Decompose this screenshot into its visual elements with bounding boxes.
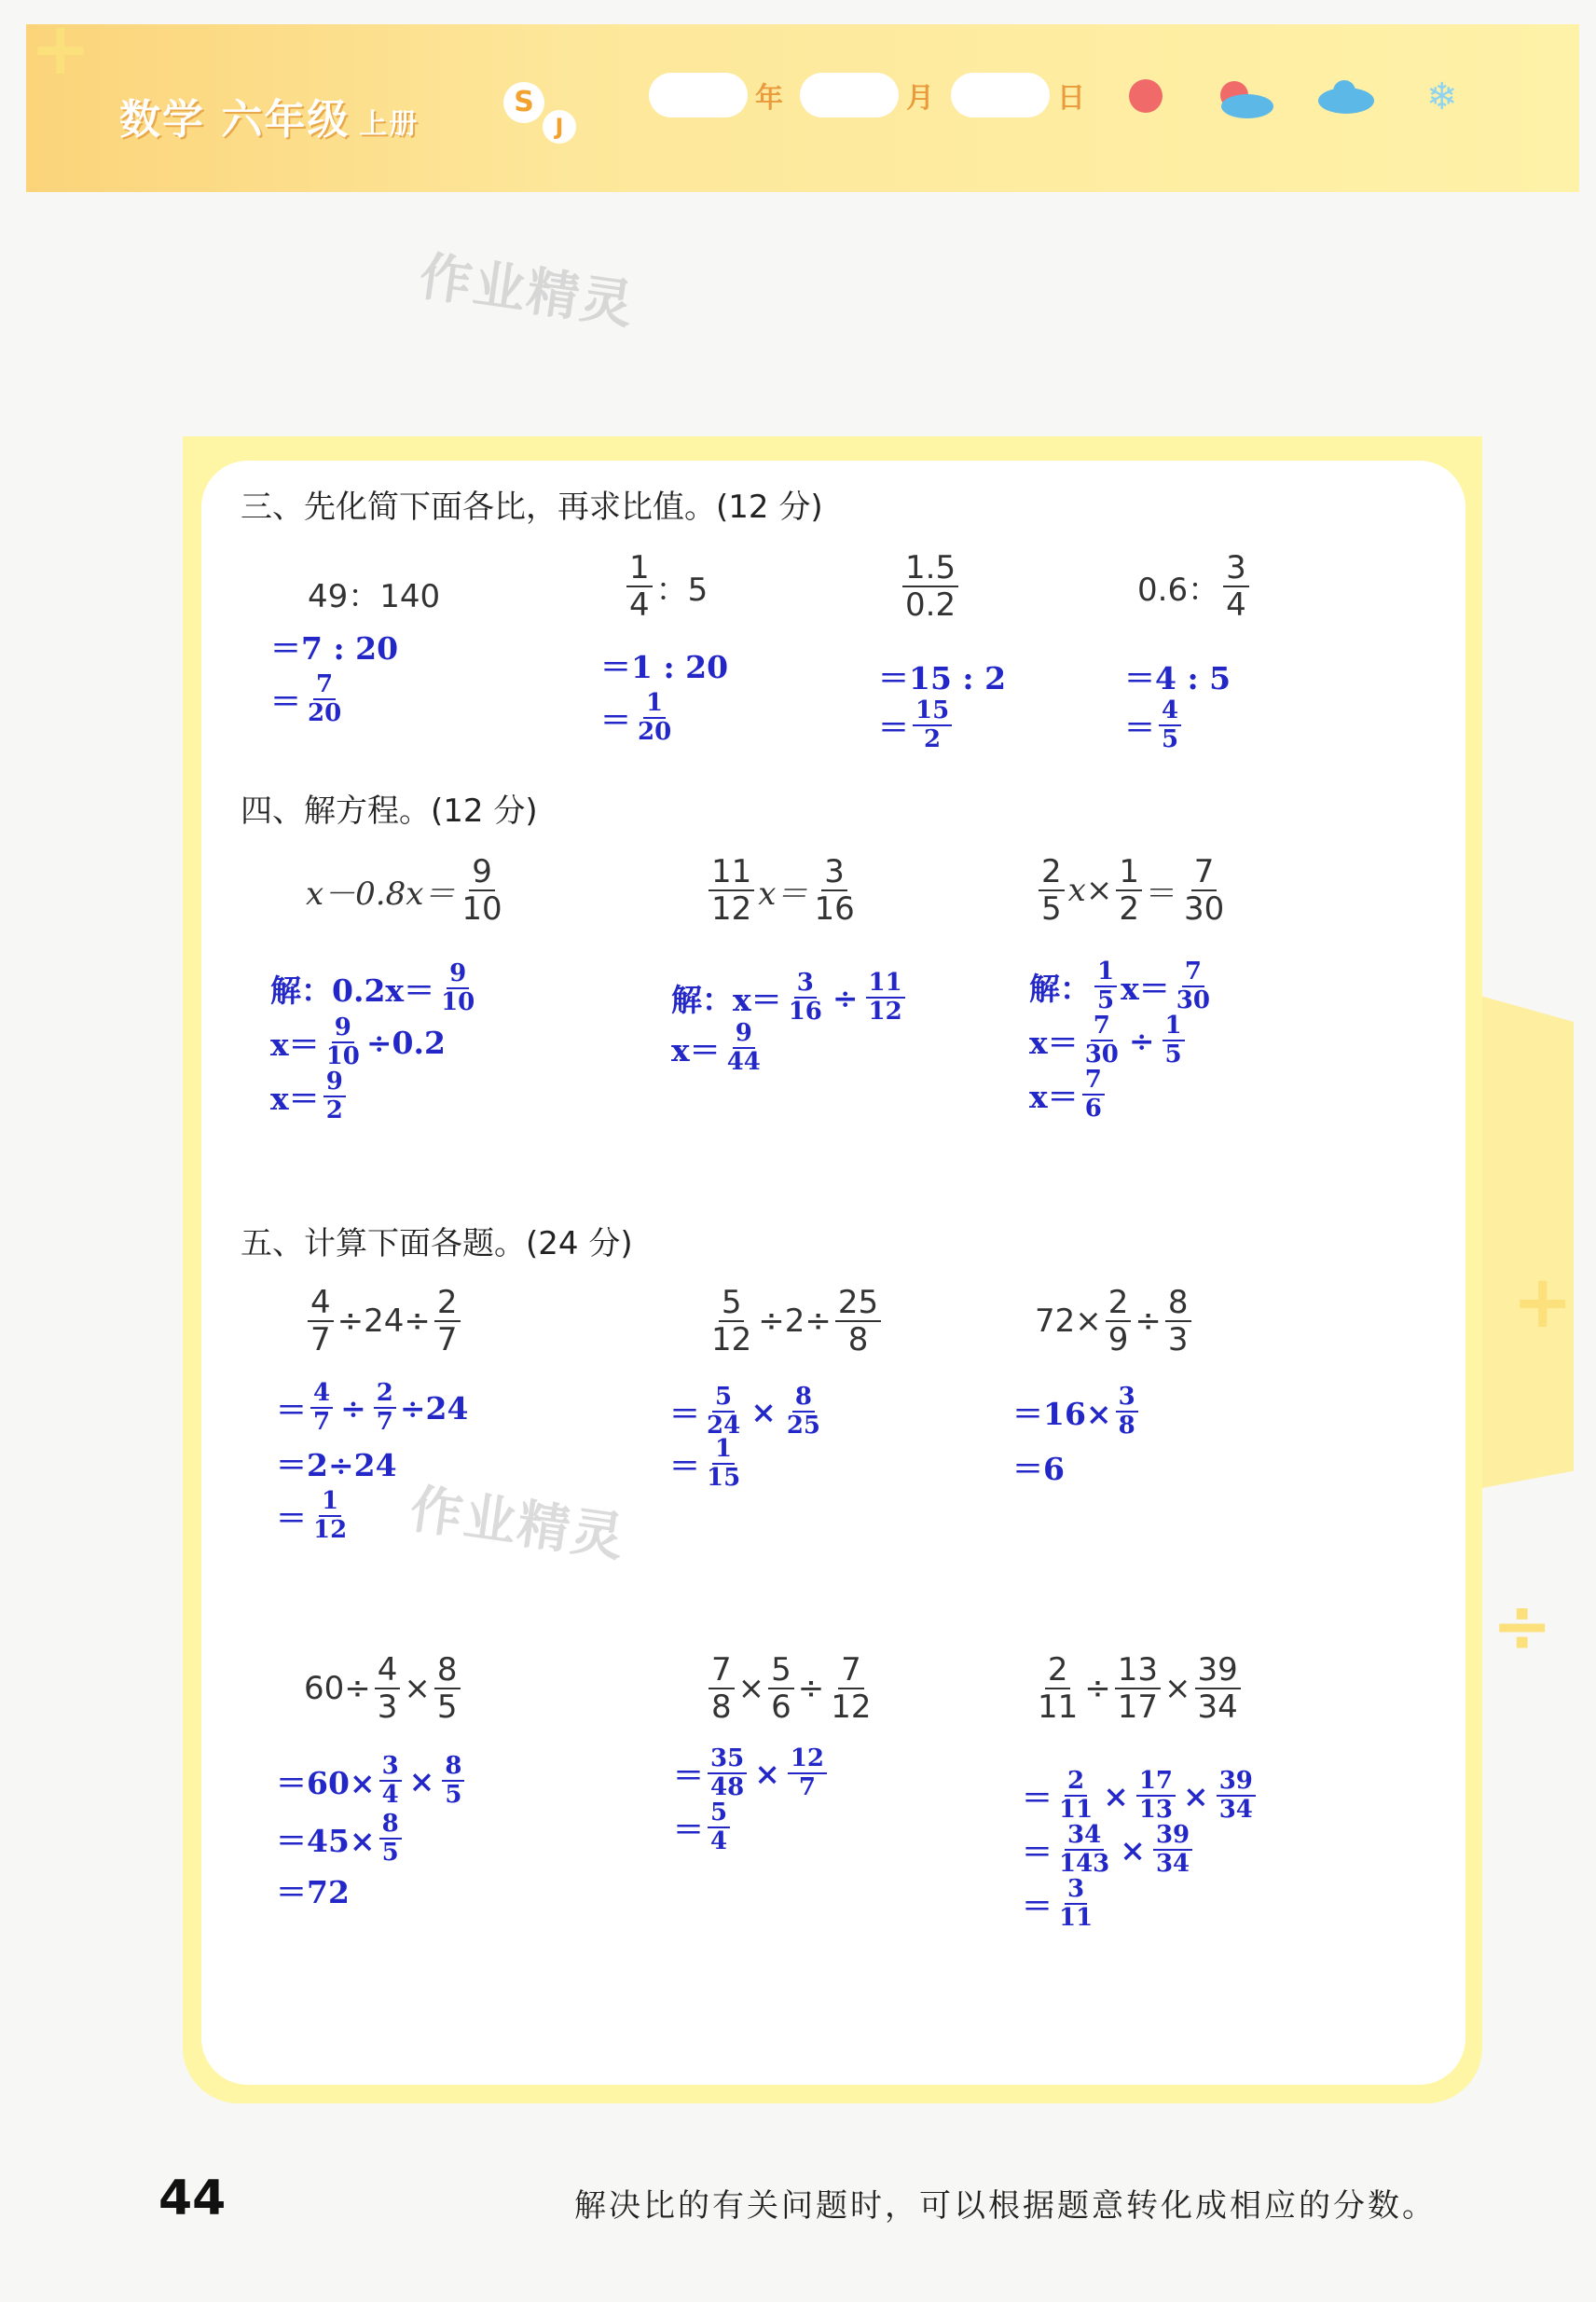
series-badge-j: J xyxy=(543,110,576,144)
calc-answer-3-step-2: ＝6 xyxy=(1012,1451,1065,1487)
ratio-answer-2-value: ＝ $\frac{1}{20}$ xyxy=(600,689,672,747)
year-field[interactable] xyxy=(649,73,748,117)
calc-answer-6-step-2: ＝ $\frac{34}{143}$ × $\frac{39}{34}$ xyxy=(1022,1822,1196,1878)
year-label: 年 xyxy=(755,82,783,115)
section-4-title: 四、解方程。(12 分) xyxy=(241,793,538,830)
day-field[interactable] xyxy=(951,73,1050,117)
calc-question-1: $\frac{4}{7}$ ÷24÷ $\frac{2}{7}$ xyxy=(304,1285,464,1358)
section-5-title: 五、计算下面各题。(24 分) xyxy=(241,1225,633,1262)
calc-answer-5-step-1: ＝ $\frac{35}{48}$ × $\frac{12}{7}$ xyxy=(673,1745,831,1801)
sun-icon[interactable] xyxy=(1126,76,1165,124)
month-label: 月 xyxy=(906,82,934,115)
calc-answer-5-step-2: ＝ $\frac{5}{4}$ xyxy=(673,1799,734,1855)
calc-answer-3-step-1: ＝16× $\frac{3}{8}$ xyxy=(1012,1384,1142,1440)
calc-answer-1-step-3: ＝ $\frac{1}{12}$ xyxy=(276,1487,348,1545)
equation-answer-1-step-1: 解：0.2x＝ $\frac{9}{10}$ xyxy=(270,959,475,1017)
calc-question-5: $\frac{7}{8}$ × $\frac{5}{6}$ ÷ $\frac{7}{12}$ xyxy=(705,1652,878,1725)
ratio-question-2: $\frac{1}{4}$ ：5 xyxy=(623,550,708,623)
ratio-answer-3-simplified: ＝15 : 2 xyxy=(878,660,1007,696)
ratio-question-3: $\frac{1.5}{0.2}$ xyxy=(899,550,962,623)
decor-divide-icon: ÷ xyxy=(1492,1585,1553,1669)
calc-answer-1-step-2: ＝2÷24 xyxy=(276,1447,397,1483)
ratio-question-1: 49：140 xyxy=(308,578,441,615)
equation-answer-2-step-1: 解：x＝ $\frac{3}{16}$ ÷ $\frac{11}{12}$ xyxy=(671,970,909,1026)
month-field[interactable] xyxy=(800,73,899,117)
decor-plus-icon: + xyxy=(1512,1261,1574,1344)
equation-answer-1-step-2: x＝ $\frac{9}{10}$ ÷0.2 xyxy=(270,1013,446,1071)
decor-plus-icon: + xyxy=(30,7,91,91)
equation-question-2: $\frac{11}{12}$ x＝ $\frac{3}{16}$ xyxy=(705,854,861,927)
page-number: 44 xyxy=(158,2171,227,2226)
calc-answer-2-step-1: ＝ $\frac{5}{24}$ × $\frac{8}{25}$ xyxy=(669,1383,821,1440)
equation-answer-3-step-1: 解： $\frac{1}{5}$ x＝ $\frac{7}{30}$ xyxy=(1029,958,1210,1015)
watermark: 作业精灵 xyxy=(406,1479,629,1569)
cloud-icon[interactable] xyxy=(1314,76,1380,126)
calc-question-4: 60÷ $\frac{4}{3}$ × $\frac{8}{5}$ xyxy=(304,1652,464,1725)
calc-question-6: $\frac{2}{11}$ ÷ $\frac{13}{17}$ × $\frac{39}{34}$ xyxy=(1031,1652,1245,1725)
calc-answer-1-step-1: ＝ $\frac{4}{7}$ ÷ $\frac{2}{7}$ ÷24 xyxy=(276,1379,469,1437)
ratio-answer-1-value: ＝ $\frac{7}{20}$ xyxy=(270,670,342,728)
watermark: 作业精灵 xyxy=(415,246,639,337)
ratio-question-4: 0.6： $\frac{3}{4}$ xyxy=(1137,550,1253,623)
equation-answer-3-step-2: x＝ $\frac{7}{30}$ ÷ $\frac{1}{5}$ xyxy=(1029,1013,1189,1068)
snowflake-icon[interactable]: ❄ xyxy=(1426,76,1458,118)
calc-question-3: 72× $\frac{2}{9}$ ÷ $\frac{8}{3}$ xyxy=(1035,1285,1195,1358)
ratio-answer-4-simplified: ＝4 : 5 xyxy=(1124,660,1231,696)
subject-title: 数学 六年级 上册 xyxy=(119,96,420,144)
ratio-answer-4-value: ＝ $\frac{4}{5}$ xyxy=(1124,697,1185,753)
calc-answer-4-step-3: ＝72 xyxy=(276,1874,350,1910)
calc-question-2: $\frac{5}{12}$ ÷2÷ $\frac{25}{8}$ xyxy=(705,1285,885,1358)
equation-answer-1-step-3: x＝ $\frac{9}{2}$ xyxy=(270,1068,350,1124)
series-badge-s: S xyxy=(503,82,544,123)
calc-answer-4-step-1: ＝60× $\frac{3}{4}$ × $\frac{8}{5}$ xyxy=(276,1753,468,1809)
cloud-sun-icon[interactable] xyxy=(1212,76,1277,130)
calc-answer-6-step-3: ＝ $\frac{3}{11}$ xyxy=(1022,1875,1094,1933)
equation-question-3: $\frac{2}{5}$ x× $\frac{1}{2}$ ＝ $\frac{7}{30}$ xyxy=(1035,854,1231,927)
equation-answer-3-step-3: x＝ $\frac{7}{6}$ xyxy=(1029,1067,1108,1123)
day-label: 日 xyxy=(1057,82,1085,115)
equation-answer-2-step-2: x＝ $\frac{9}{44}$ xyxy=(671,1019,761,1077)
calc-answer-2-step-2: ＝ $\frac{1}{15}$ xyxy=(669,1435,741,1493)
calc-answer-6-step-1: ＝ $\frac{2}{11}$ × $\frac{17}{13}$ × $\frac{39}{34}$ xyxy=(1022,1768,1259,1824)
ratio-answer-2-simplified: ＝1 : 20 xyxy=(600,649,729,685)
equation-question-1: x－0.8x＝ $\frac{9}{10}$ xyxy=(306,853,502,929)
calc-answer-4-step-2: ＝45× $\frac{8}{5}$ xyxy=(276,1811,406,1867)
section-3-title: 三、先化简下面各比，再求比值。(12 分) xyxy=(241,489,823,526)
ratio-answer-1-simplified: ＝7 : 20 xyxy=(270,630,399,667)
ratio-answer-3-value: ＝ $\frac{15}{2}$ xyxy=(878,697,956,753)
footer-tip: 解决比的有关问题时，可以根据题意转化成相应的分数。 xyxy=(574,2187,1437,2225)
